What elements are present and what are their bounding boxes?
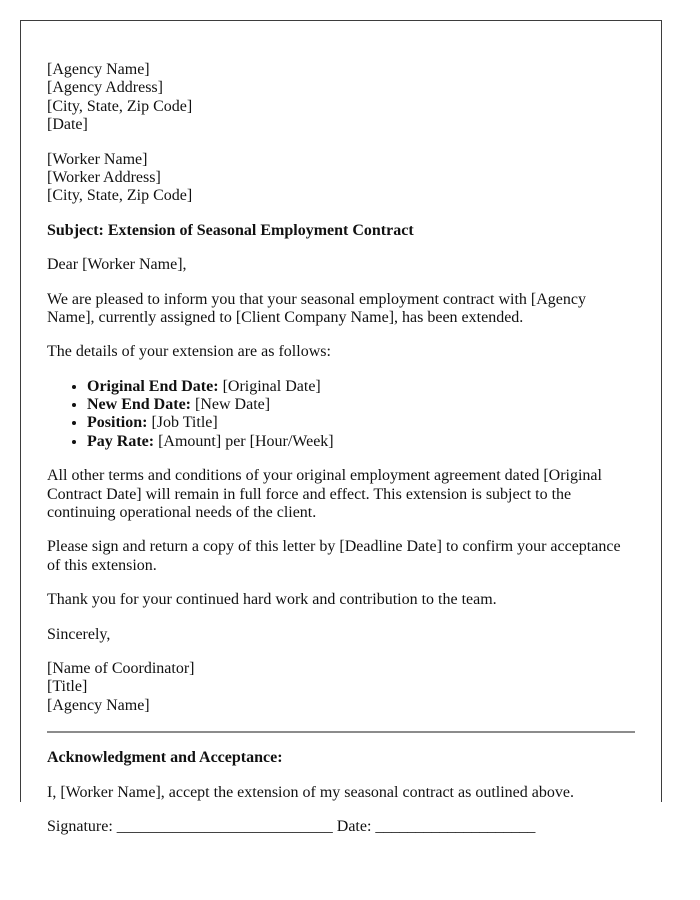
coordinator-title-line: [Title] [47,678,88,696]
salutation: Dear [Worker Name], [47,256,187,274]
detail-item-original-end-date [87,378,635,396]
detail-item-new-end-date [87,396,635,414]
date-blank: Date: ____________________ [336,817,536,835]
details-lead-paragraph: The details of your extension are as follows: [47,343,331,361]
agency-address-line: [Agency Address] [47,79,163,97]
acknowledgment-text: I, [Worker Name], accept the extension of my seasonal contract as outlined above. [47,783,574,801]
extension-details-list [47,378,635,452]
letter-page [20,20,662,835]
detail-value: [Job Title] [147,414,218,432]
detail-item-position [87,414,635,432]
agency-name-line: [Agency Name] [47,61,150,78]
detail-label: Original End Date: [87,377,219,395]
worker-city-line: [City, State, Zip Code] [47,187,193,205]
coordinator-name-line: [Name of Coordinator] [47,659,195,677]
thanks-paragraph: Thank you for your continued hard work and contribution to the team. [47,591,497,609]
sign-return-paragraph: Please sign and return a copy of this letter by [Deadline Date] to confirm your acceptance of this extension. [47,538,621,574]
divider [47,731,635,733]
intro-paragraph: We are pleased to inform you that your seasonal employment contract with [Agency Name], currently assigned to [Client Company Name], has been extended. [47,290,586,326]
detail-label: New End Date: [87,396,191,414]
detail-value: [Amount] per [Hour/Week] [154,432,334,450]
worker-name-line: [Worker Name] [47,150,148,168]
signature-blank: Signature: ___________________________ [47,817,333,835]
detail-label: Pay Rate: [87,432,155,450]
date-line: [Date] [47,116,88,134]
acknowledgment-heading: Acknowledgment and Acceptance: [47,749,283,767]
closing: Sincerely, [47,625,111,643]
detail-label: Position: [87,414,148,432]
detail-value: [New Date] [191,396,271,414]
detail-value: [Original Date] [218,377,321,395]
subject-line: Subject: Extension of Seasonal Employment Contract [47,221,414,239]
detail-item-pay-rate [87,433,635,451]
agency-city-line: [City, State, Zip Code] [47,97,193,115]
terms-paragraph: All other terms and conditions of your original employment agreement dated [Original Contract Date] will remain in full force and effect. This extension is subject to the continuing operational needs of the client. [47,467,602,522]
coordinator-agency-line: [Agency Name] [47,696,150,714]
signature-date-line [47,818,635,836]
worker-address-line: [Worker Address] [47,168,161,186]
